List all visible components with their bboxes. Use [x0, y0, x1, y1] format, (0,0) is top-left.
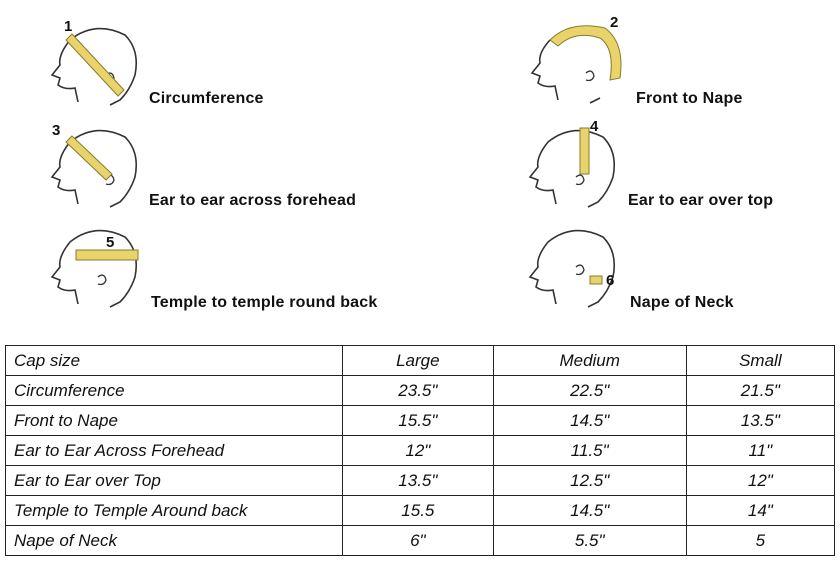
table-row	[6, 406, 835, 436]
row-label: Front to Nape	[6, 406, 343, 436]
cell-large: 13.5"	[343, 466, 494, 496]
head-diagram-1	[40, 20, 150, 110]
cell-medium: 5.5"	[493, 526, 686, 556]
measurement-number-4: 4	[590, 118, 599, 135]
table-header-row	[6, 346, 835, 376]
table-row	[6, 496, 835, 526]
cell-large: 23.5"	[343, 376, 494, 406]
header-large: Large	[343, 346, 494, 376]
row-label: Nape of Neck	[6, 526, 343, 556]
cell-small: 14"	[686, 496, 834, 526]
row-label: Ear to Ear Across Forehead	[6, 436, 343, 466]
cell-large: 12"	[343, 436, 494, 466]
cell-medium: 11.5"	[493, 436, 686, 466]
measurement-label-temple-to-temple: Temple to temple round back	[151, 294, 378, 311]
cap-size-table	[5, 345, 835, 556]
cell-small: 11"	[686, 436, 834, 466]
head-diagram-2	[520, 18, 635, 108]
measurement-number-6: 6	[606, 272, 615, 289]
head-diagram-5	[40, 222, 150, 312]
header-cap-size: Cap size	[6, 346, 343, 376]
header-small: Small	[686, 346, 834, 376]
row-label: Temple to Temple Around back	[6, 496, 343, 526]
head-diagram-4	[518, 122, 628, 212]
table-row	[6, 436, 835, 466]
measurement-label-front-to-nape: Front to Nape	[636, 90, 743, 107]
row-label: Circumference	[6, 376, 343, 406]
cell-medium: 12.5"	[493, 466, 686, 496]
cell-small: 13.5"	[686, 406, 834, 436]
cell-medium: 22.5"	[493, 376, 686, 406]
measurement-label-nape-of-neck: Nape of Neck	[630, 294, 734, 311]
cell-small: 5	[686, 526, 834, 556]
table-row	[6, 376, 835, 406]
table-row	[6, 466, 835, 496]
measurement-number-3: 3	[52, 122, 61, 139]
measurement-label-ear-to-ear-top: Ear to ear over top	[628, 192, 774, 209]
measurement-label-circumference: Circumference	[149, 90, 264, 107]
cell-large: 6"	[343, 526, 494, 556]
table-row	[6, 526, 835, 556]
cell-large: 15.5	[343, 496, 494, 526]
measurement-number-1: 1	[64, 18, 73, 35]
measurement-number-2: 2	[610, 14, 619, 31]
cell-medium: 14.5"	[493, 406, 686, 436]
cell-large: 15.5"	[343, 406, 494, 436]
head-diagram-6	[518, 222, 628, 312]
row-label: Ear to Ear over Top	[6, 466, 343, 496]
measurement-label-ear-to-ear-forehead: Ear to ear across forehead	[149, 192, 357, 209]
cell-small: 12"	[686, 466, 834, 496]
cell-medium: 14.5"	[493, 496, 686, 526]
header-medium: Medium	[493, 346, 686, 376]
cell-small: 21.5"	[686, 376, 834, 406]
measurement-number-5: 5	[106, 234, 115, 251]
